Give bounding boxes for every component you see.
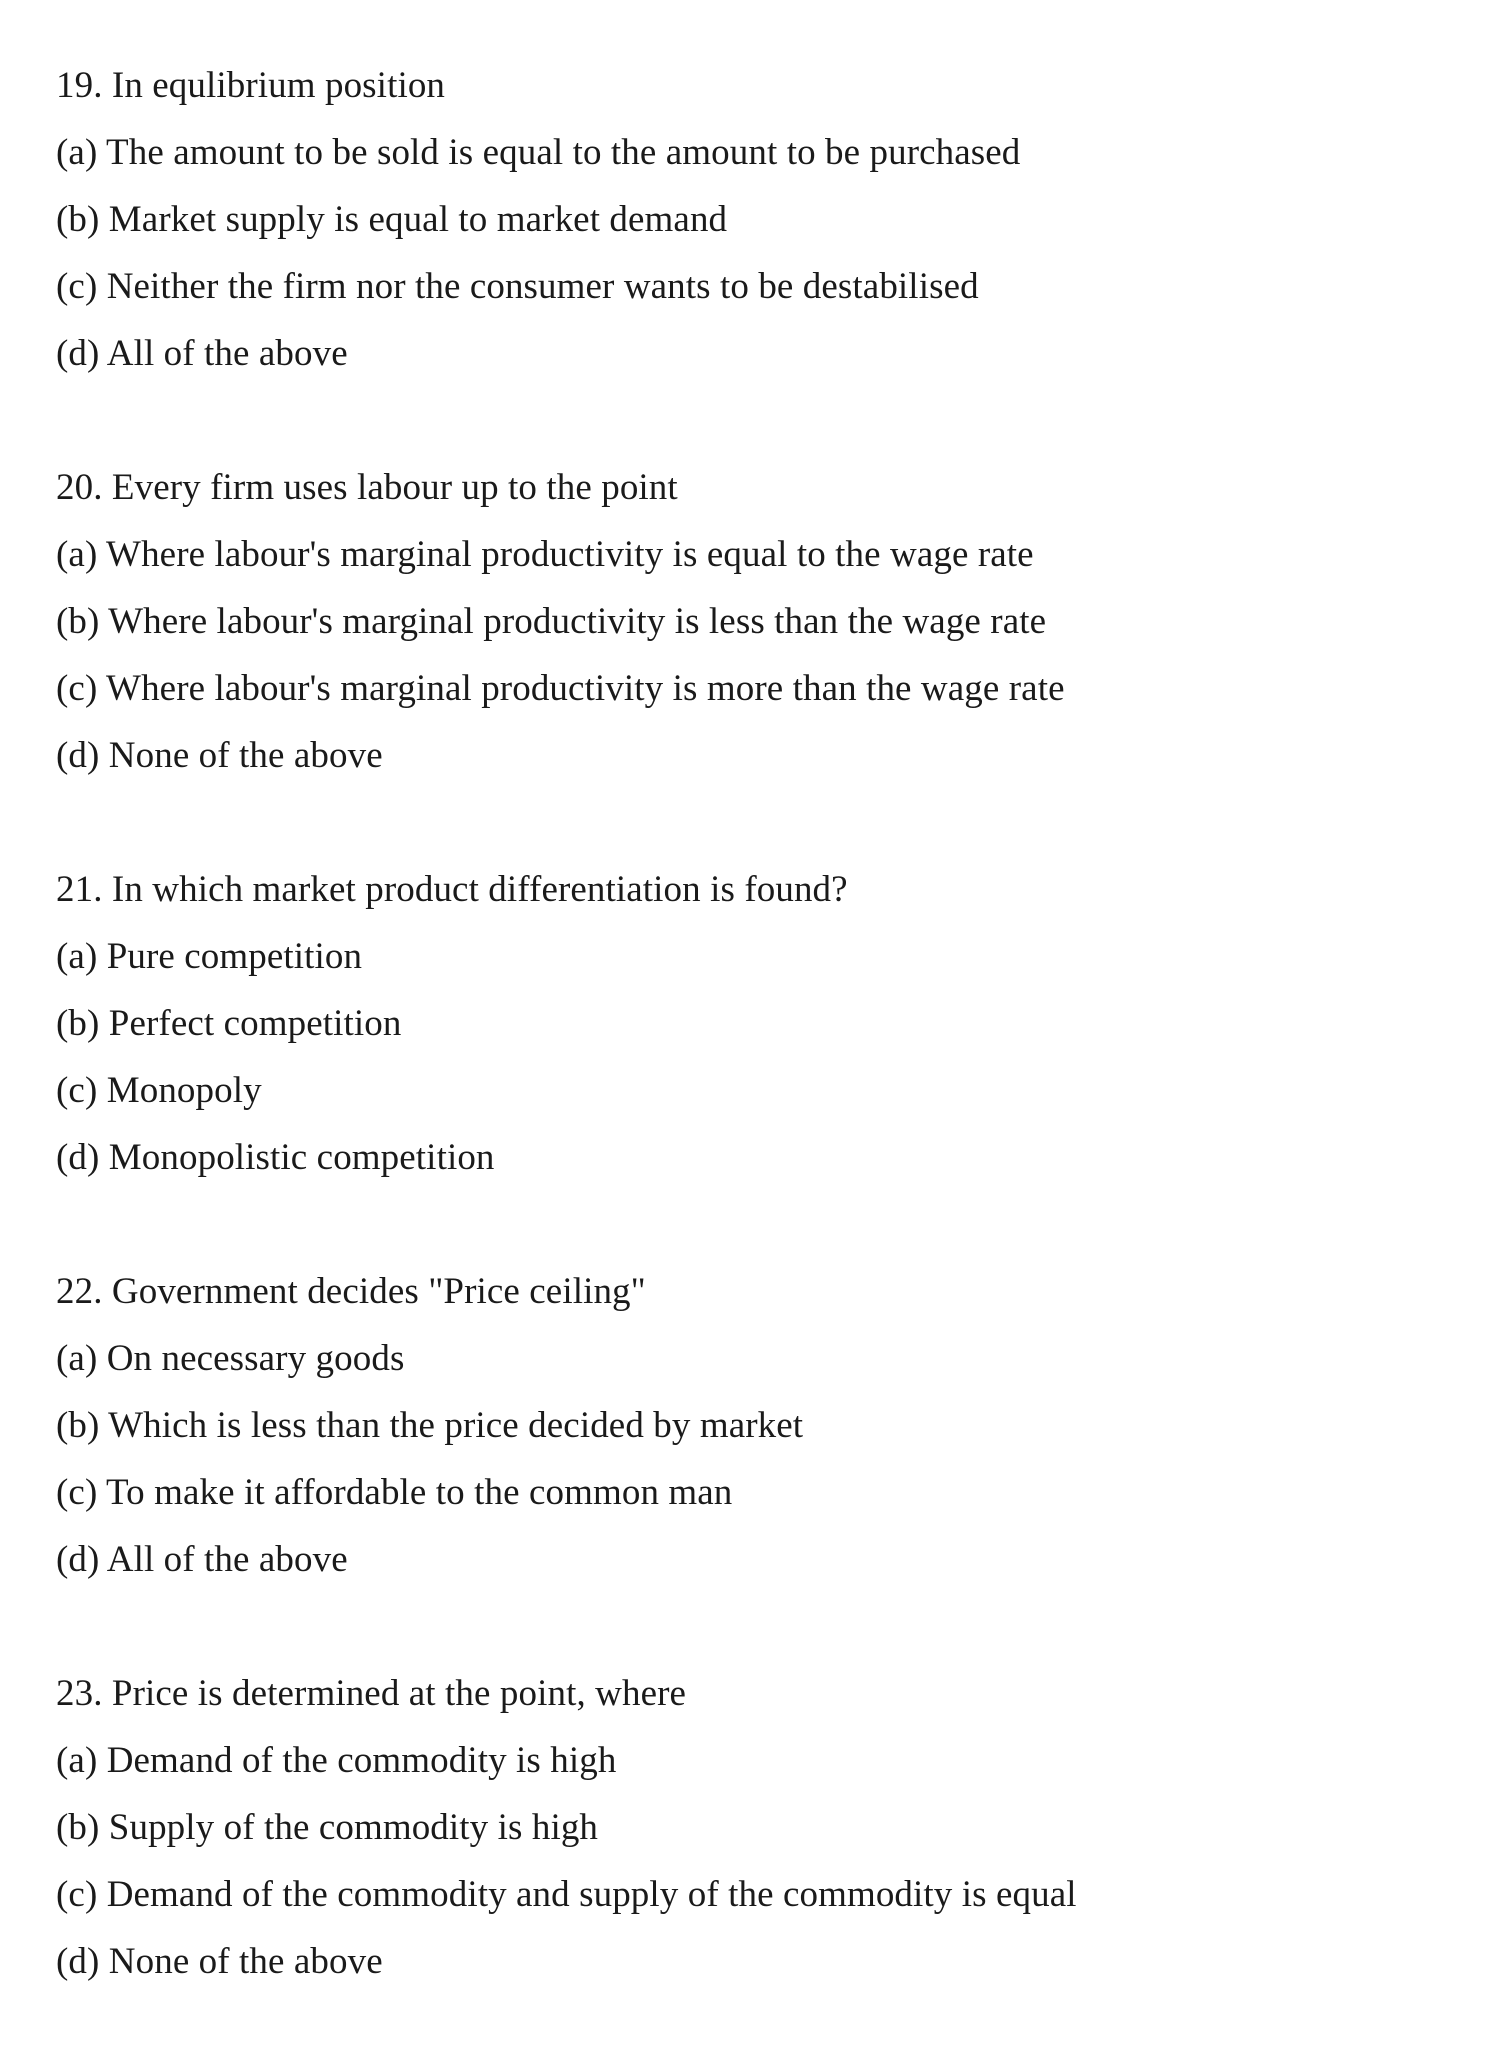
question-text: 22. Government decides "Price ceiling" bbox=[56, 1271, 646, 1312]
option-c: (c) Demand of the commodity and supply of the commodity is equal bbox=[56, 1874, 1077, 1915]
question-21 bbox=[56, 856, 1456, 1191]
question-19 bbox=[56, 52, 1456, 387]
option-a: (a) On necessary goods bbox=[56, 1338, 405, 1379]
question-text: 21. In which market product differentiation is found? bbox=[56, 869, 848, 910]
option-c: (c) To make it affordable to the common man bbox=[56, 1472, 733, 1513]
option-d: (d) All of the above bbox=[56, 1539, 348, 1580]
option-b: (b) Which is less than the price decided by market bbox=[56, 1405, 804, 1446]
question-22 bbox=[56, 1258, 1456, 1593]
option-c: (c) Where labour's marginal productivity is more than the wage rate bbox=[56, 668, 1065, 709]
question-page bbox=[56, 52, 1456, 2062]
option-a: (a) Demand of the commodity is high bbox=[56, 1740, 617, 1781]
question-text: 20. Every firm uses labour up to the point bbox=[56, 467, 678, 508]
option-d: (d) None of the above bbox=[56, 1941, 383, 1982]
option-b: (b) Where labour's marginal productivity is less than the wage rate bbox=[56, 601, 1047, 642]
option-d: (d) All of the above bbox=[56, 333, 348, 374]
question-23 bbox=[56, 1660, 1456, 1995]
option-c: (c) Monopoly bbox=[56, 1070, 262, 1111]
question-text: 19. In equlibrium position bbox=[56, 65, 446, 106]
option-b: (b) Perfect competition bbox=[56, 1003, 402, 1044]
option-b: (b) Market supply is equal to market demand bbox=[56, 199, 728, 240]
option-b: (b) Supply of the commodity is high bbox=[56, 1807, 599, 1848]
option-d: (d) None of the above bbox=[56, 735, 383, 776]
question-text: 23. Price is determined at the point, where bbox=[56, 1673, 687, 1714]
option-a: (a) Pure competition bbox=[56, 936, 363, 977]
question-20 bbox=[56, 454, 1456, 789]
option-d: (d) Monopolistic competition bbox=[56, 1137, 495, 1178]
option-c: (c) Neither the firm nor the consumer wants to be destabilised bbox=[56, 266, 979, 307]
option-a: (a) Where labour's marginal productivity is equal to the wage rate bbox=[56, 534, 1034, 575]
option-a: (a) The amount to be sold is equal to the amount to be purchased bbox=[56, 132, 1021, 173]
